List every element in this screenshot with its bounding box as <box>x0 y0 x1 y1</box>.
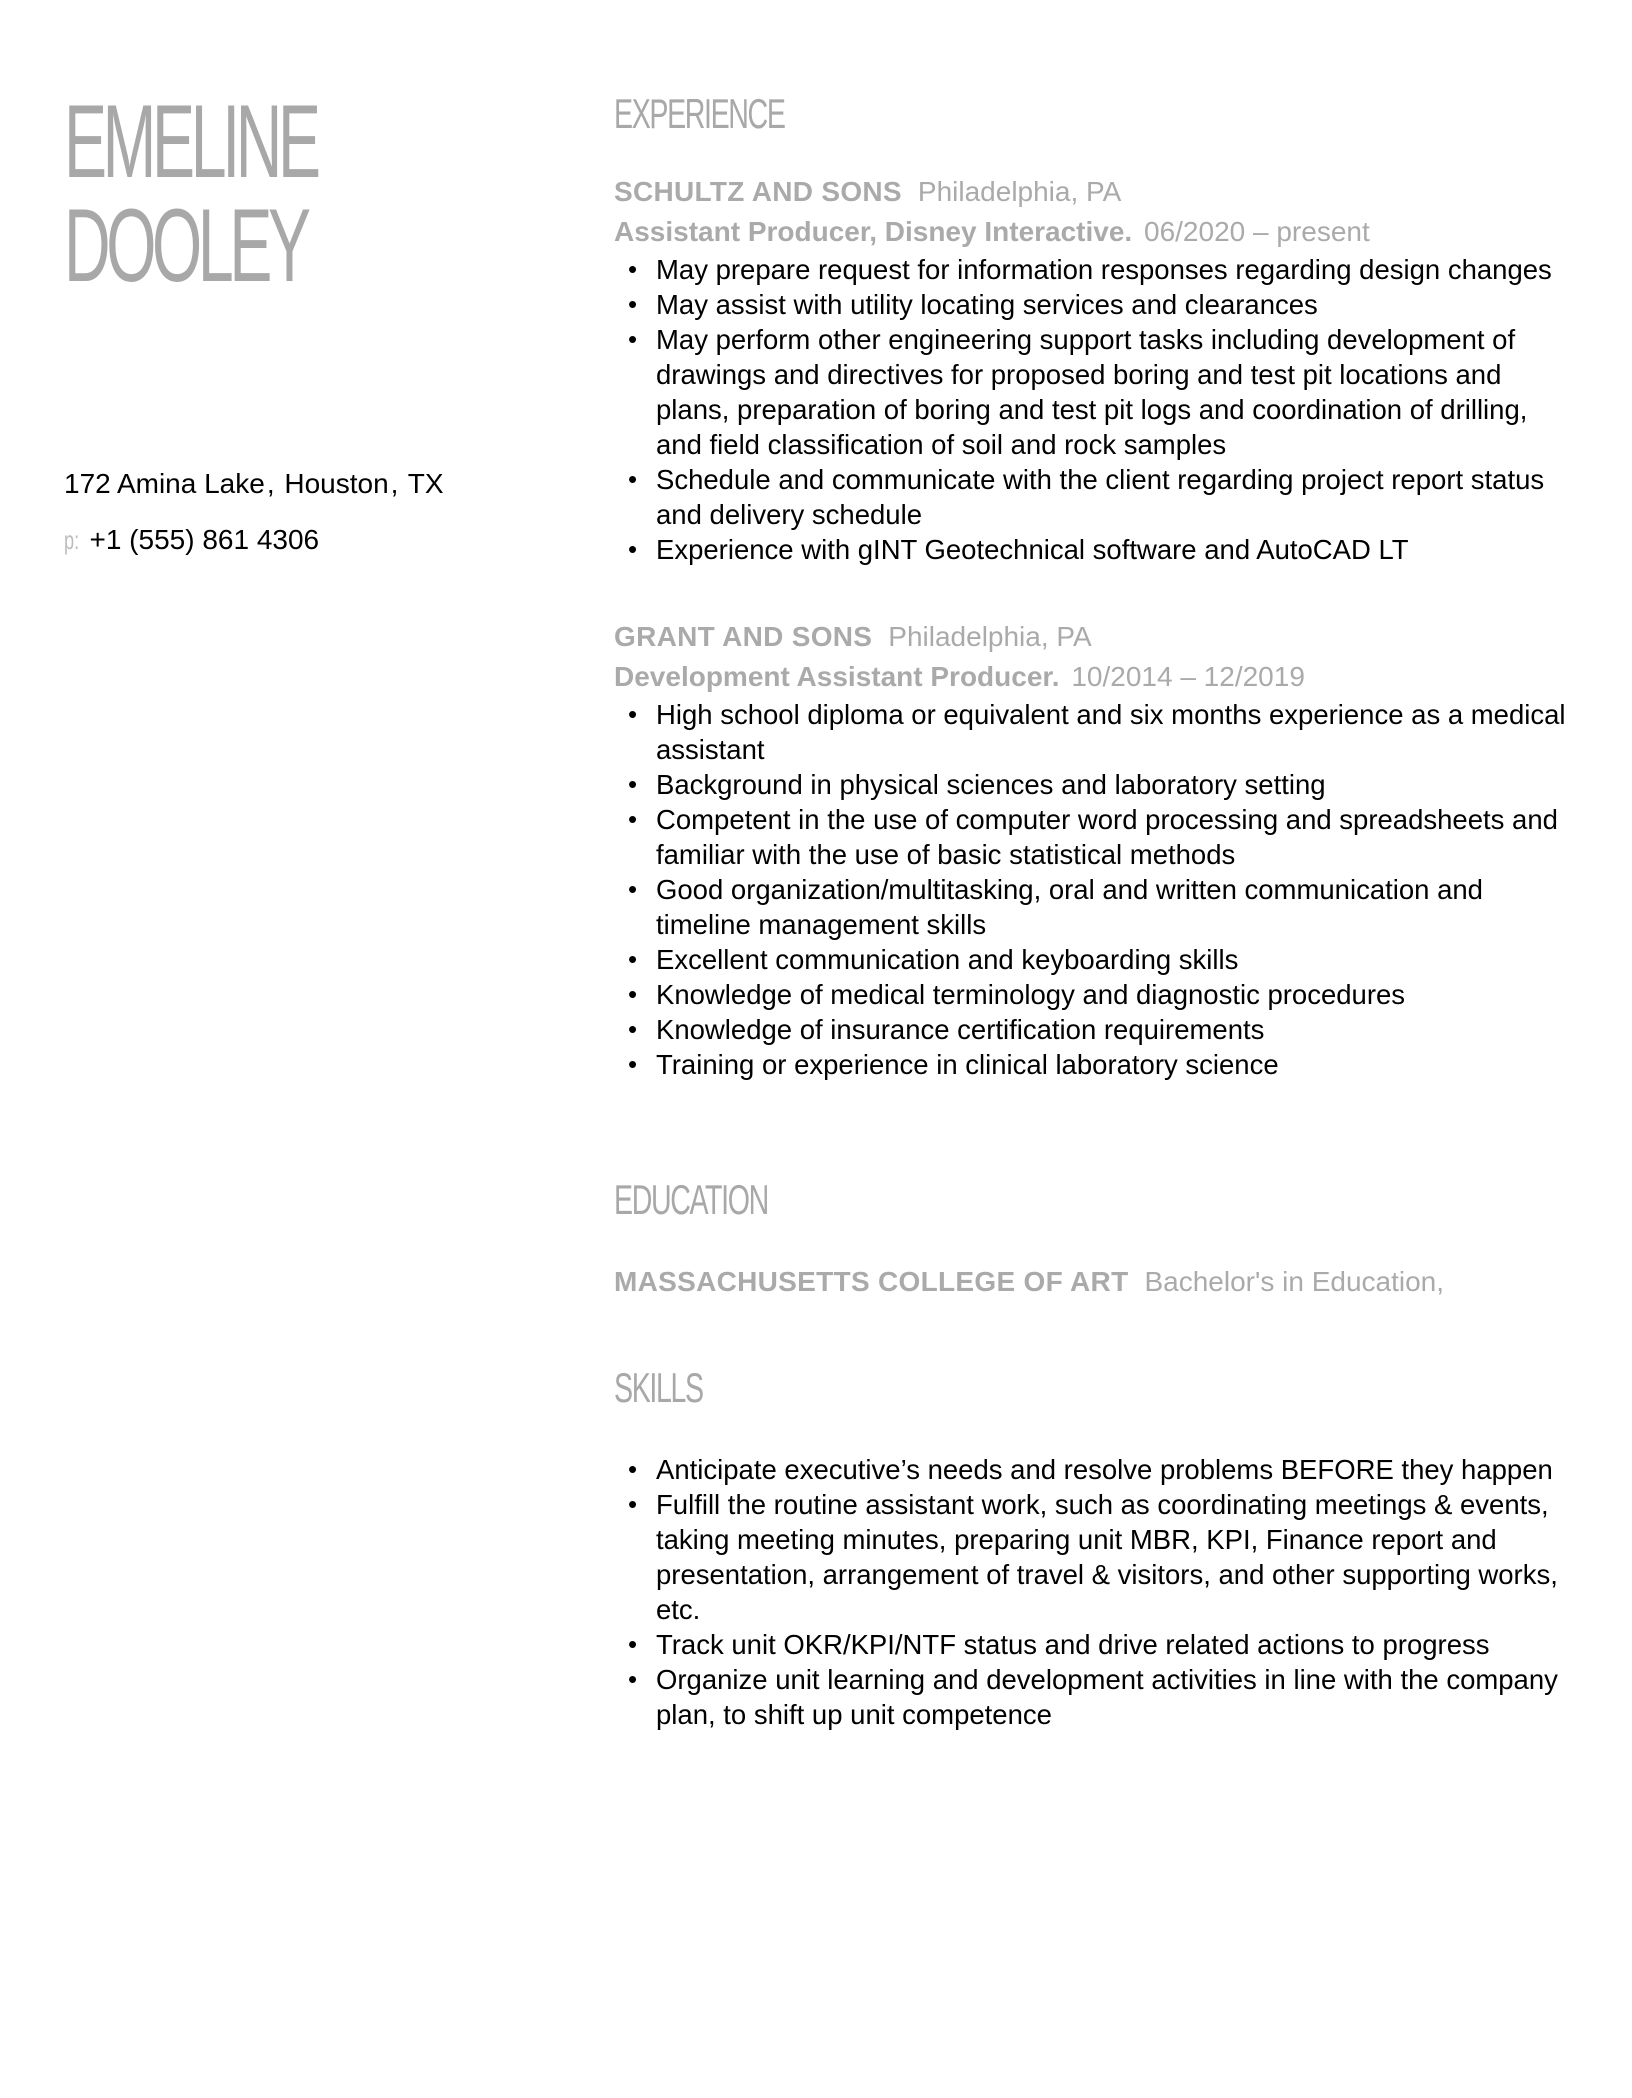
list-item: • May assist with utility locating services and clearances <box>656 287 1574 322</box>
contact-info <box>64 466 444 578</box>
education-entry <box>614 1262 1574 1302</box>
skills-title: SKILLS <box>614 1364 703 1411</box>
list-item: • Schedule and communicate with the client regarding project report status and delivery schedule <box>656 462 1574 532</box>
job-dates: 10/2014 – 12/2019 <box>1071 661 1305 692</box>
list-item: • Organize unit learning and development activities in line with the company plan, to shift up unit competence <box>656 1662 1574 1732</box>
candidate-name <box>64 84 362 304</box>
list-item: • Competent in the use of computer word processing and spreadsheets and familiar with the use of basic statistical methods <box>656 802 1574 872</box>
profile-header <box>64 84 544 304</box>
job-role-line <box>614 212 1574 252</box>
job-role: Development Assistant Producer. <box>614 661 1060 692</box>
job-company: SCHULTZ AND SONS <box>614 176 902 207</box>
list-item: • Training or experience in clinical laboratory science <box>656 1047 1574 1082</box>
list-item: • Background in physical sciences and laboratory setting <box>656 767 1574 802</box>
address-state: TX <box>407 468 444 499</box>
job-company-line <box>614 172 1574 212</box>
job-role-line <box>614 657 1574 697</box>
address-separator: , <box>390 468 399 499</box>
address-street: 172 Amina Lake <box>64 468 265 499</box>
job-entry <box>614 617 1574 1082</box>
list-item: • May perform other engineering support tasks including development of drawings and directives for proposed boring and test pit locations and plans, preparation of boring and test pit logs and coordination of drilling, and field classification of soil and rock samples <box>656 322 1574 462</box>
list-item: • High school diploma or equivalent and six months experience as a medical assistant <box>656 697 1574 767</box>
experience-title: EXPERIENCE <box>614 90 785 137</box>
main-content <box>614 90 1574 1732</box>
list-item: • Knowledge of medical terminology and diagnostic procedures <box>656 977 1574 1012</box>
skills-section <box>614 1364 1574 1732</box>
last-name: DOOLEY <box>64 188 307 304</box>
experience-section <box>614 90 1574 1082</box>
list-item: • Knowledge of insurance certification requirements <box>656 1012 1574 1047</box>
job-dates: 06/2020 – present <box>1144 216 1370 247</box>
skills-list <box>614 1452 1574 1732</box>
job-company: GRANT AND SONS <box>614 621 873 652</box>
list-item: • May prepare request for information responses regarding design changes <box>656 252 1574 287</box>
job-bullets <box>614 697 1574 1082</box>
list-item: • Anticipate executive’s needs and resolve problems BEFORE they happen <box>656 1452 1574 1487</box>
phone-prefix: p: <box>64 525 80 555</box>
list-item: • Experience with gINT Geotechnical software and AutoCAD LT <box>656 532 1574 567</box>
address-city: Houston <box>284 468 389 499</box>
education-school: MASSACHUSETTS COLLEGE OF ART <box>614 1266 1129 1297</box>
address-separator: , <box>266 468 275 499</box>
job-role: Assistant Producer, Disney Interactive. <box>614 216 1133 247</box>
list-item: • Fulfill the routine assistant work, such as coordinating meetings & events, taking meeting minutes, preparing unit MBR, KPI, Finance report and presentation, arrangement of travel & visitors, and other supporting works, etc. <box>656 1487 1574 1627</box>
address <box>64 466 444 502</box>
education-degree: Bachelor's in Education, <box>1144 1266 1445 1297</box>
job-company-line <box>614 617 1574 657</box>
education-section <box>614 1176 1574 1302</box>
first-name: EMELINE <box>64 84 317 200</box>
list-item: • Track unit OKR/KPI/NTF status and drive related actions to progress <box>656 1627 1574 1662</box>
job-location: Philadelphia, PA <box>888 621 1092 652</box>
job-entry <box>614 172 1574 567</box>
phone <box>64 522 444 558</box>
education-title: EDUCATION <box>614 1176 768 1223</box>
list-item: • Excellent communication and keyboarding skills <box>656 942 1574 977</box>
job-bullets <box>614 252 1574 567</box>
phone-number: +1 (555) 861 4306 <box>89 524 320 555</box>
job-location: Philadelphia, PA <box>917 176 1122 207</box>
list-item: • Good organization/multitasking, oral and written communication and timeline management skills <box>656 872 1574 942</box>
